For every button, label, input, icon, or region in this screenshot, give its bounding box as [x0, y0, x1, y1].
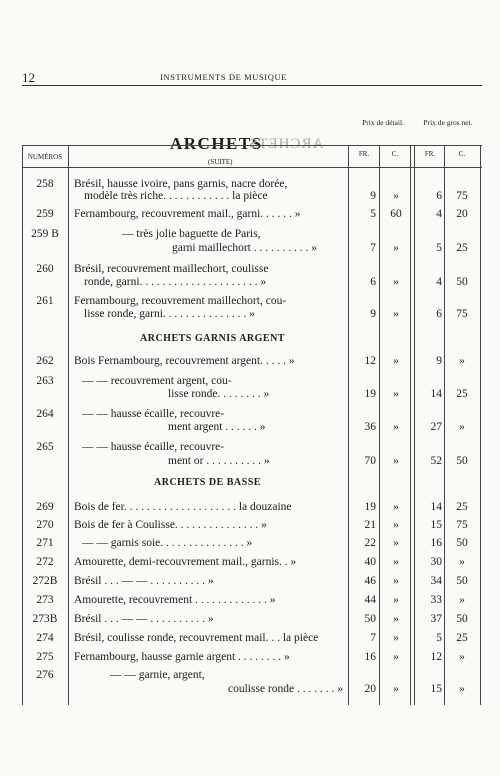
- row-description: Fernambourg, recouvrement maillechort, cou-: [74, 295, 287, 307]
- price-table: [22, 145, 482, 705]
- gros-fr: 5: [436, 632, 442, 644]
- price-c: »: [393, 242, 399, 254]
- gros-c: »: [459, 556, 465, 568]
- price-c: »: [393, 276, 399, 288]
- table-top-rule: [22, 145, 482, 146]
- gros-c: 25: [456, 242, 468, 254]
- row-description: Brésil, recouvrement maillechort, coulisse: [74, 263, 269, 275]
- row-description: Brésil, coulisse ronde, recouvrement mail. . . la pièce: [74, 632, 319, 644]
- gros-fr: 15: [430, 683, 442, 695]
- row-description: Brésil . . . — — . . . . . . . . . . »: [74, 613, 214, 625]
- col-divider: [68, 145, 69, 705]
- gros-c: 75: [456, 308, 468, 320]
- price-fr: 46: [364, 575, 376, 587]
- price-fr: 5: [370, 208, 376, 220]
- row-description-cont: ment or . . . . . . . . . . »: [168, 455, 270, 467]
- numeros-header: NUMÉROS: [27, 153, 63, 161]
- row-description-cont: ronde, garni. . . . . . . . . . . . . . . . . . . . . »: [84, 276, 267, 288]
- row-number: 264: [36, 408, 54, 420]
- price-c: »: [393, 501, 399, 513]
- row-number: 260: [36, 263, 54, 275]
- row-number: 261: [36, 295, 54, 307]
- price-fr: 44: [364, 594, 376, 606]
- gros-c-header: C.: [458, 150, 466, 158]
- row-number: 273: [36, 594, 54, 606]
- page-title: ARCHETS: [170, 134, 263, 153]
- gros-c: »: [459, 355, 465, 367]
- price-fr: 16: [364, 651, 376, 663]
- gros-fr: 30: [430, 556, 442, 568]
- row-number: 272: [36, 556, 54, 568]
- bleed-through-title: ARCHETS: [248, 136, 324, 152]
- price-c: »: [393, 519, 399, 531]
- price-fr: 50: [364, 613, 376, 625]
- gros-fr: 9: [436, 355, 442, 367]
- row-number: 259 B: [31, 228, 59, 240]
- price-fr: 36: [364, 421, 376, 433]
- gros-fr: 4: [436, 208, 442, 220]
- price-fr: 9: [370, 308, 376, 320]
- price-c: »: [393, 613, 399, 625]
- section-heading-argent: ARCHETS GARNIS ARGENT: [140, 333, 285, 344]
- gros-c: 25: [456, 632, 468, 644]
- gros-fr: 5: [436, 242, 442, 254]
- row-description: — très jolie baguette de Paris,: [122, 228, 261, 240]
- row-description: Fernambourg, hausse garnie argent . . . . . . . . »: [74, 651, 290, 663]
- row-number: 263: [36, 375, 54, 387]
- gros-c: 50: [456, 613, 468, 625]
- price-c: »: [393, 683, 399, 695]
- row-number: 258: [36, 178, 54, 190]
- page-number: 12: [22, 70, 35, 85]
- gros-c: »: [459, 683, 465, 695]
- row-description: Bois de fer. . . . . . . . . . . . . . . . . . . . la douzaine: [74, 501, 292, 513]
- section-heading-basse: ARCHETS DE BASSE: [154, 477, 261, 488]
- gros-fr: 14: [430, 388, 442, 400]
- price-fr: 7: [370, 632, 376, 644]
- price-c: »: [393, 355, 399, 367]
- gros-c: 25: [456, 501, 468, 513]
- row-description: — — recouvrement argent, cou-: [82, 375, 232, 387]
- col-header-gros: Prix de gros net.: [423, 118, 473, 127]
- row-description-cont: garni maillechort . . . . . . . . . . »: [172, 242, 317, 254]
- gros-fr: 27: [430, 421, 442, 433]
- gros-c: 50: [456, 537, 468, 549]
- row-description: Fernambourg, recouvrement mail., garni. . . . . . »: [74, 208, 301, 220]
- row-number: 259: [36, 208, 54, 220]
- row-description-cont: lisse ronde. . . . . . . . »: [168, 388, 270, 400]
- row-number: 276: [36, 669, 54, 681]
- row-number: 272B: [32, 575, 58, 587]
- price-fr: 20: [364, 683, 376, 695]
- row-description: — — hausse écaille, recouvre-: [82, 441, 225, 453]
- col-divider: [480, 145, 481, 705]
- gros-fr: 52: [430, 455, 442, 467]
- row-description: Bois Fernambourg, recouvrement argent. . . . . »: [74, 355, 295, 367]
- gros-fr: 33: [430, 594, 442, 606]
- col-header-detail: Prix de détail.: [362, 118, 404, 127]
- row-description: Amourette, demi-recouvrement mail., garnis. . »: [74, 556, 297, 568]
- gros-c: 75: [456, 519, 468, 531]
- fr-header: FR.: [358, 150, 370, 158]
- price-fr: 19: [364, 388, 376, 400]
- price-c: »: [393, 632, 399, 644]
- row-number: 275: [36, 651, 54, 663]
- gros-fr-header: FR.: [424, 150, 436, 158]
- gros-fr: 16: [430, 537, 442, 549]
- row-description: Amourette, recouvrement . . . . . . . . . . . . . »: [74, 594, 276, 606]
- price-c: »: [393, 455, 399, 467]
- gros-fr: 37: [430, 613, 442, 625]
- row-description: Brésil, hausse ivoire, pans garnis, nacre dorée,: [74, 178, 288, 190]
- c-header: C.: [391, 150, 399, 158]
- row-description-cont: lisse ronde, garni. . . . . . . . . . . . . . . »: [84, 308, 255, 320]
- gros-fr: 6: [436, 190, 442, 202]
- row-description: — — garnie, argent,: [110, 669, 205, 681]
- running-head: INSTRUMENTS DE MUSIQUE: [160, 72, 288, 82]
- row-number: 274: [36, 632, 54, 644]
- price-fr: 9: [370, 190, 376, 202]
- price-c: »: [393, 575, 399, 587]
- row-description-cont: modèle très riche. . . . . . . . . . . . la pièce: [84, 190, 268, 202]
- price-c: »: [393, 421, 399, 433]
- row-description-cont: coulisse ronde . . . . . . . »: [228, 683, 343, 695]
- gros-fr: 34: [430, 575, 442, 587]
- price-c: »: [393, 308, 399, 320]
- row-number: 271: [36, 537, 54, 549]
- gros-fr: 15: [430, 519, 442, 531]
- row-number: 262: [36, 355, 54, 367]
- row-description: Brésil . . . — — . . . . . . . . . . »: [74, 575, 214, 587]
- price-fr: 70: [364, 455, 376, 467]
- gros-c: »: [459, 421, 465, 433]
- gros-fr: 12: [430, 651, 442, 663]
- row-description: Bois de fer à Coulisse. . . . . . . . . . . . . . . »: [74, 519, 267, 531]
- row-number: 265: [36, 441, 54, 453]
- price-c: »: [393, 190, 399, 202]
- row-number: 269: [36, 501, 54, 513]
- row-description: — — hausse écaille, recouvre-: [82, 408, 225, 420]
- price-c: »: [393, 388, 399, 400]
- header-rule: [22, 85, 482, 86]
- price-fr: 7: [370, 242, 376, 254]
- subtitle-suite: (SUITE): [208, 158, 233, 166]
- gros-c: 50: [456, 575, 468, 587]
- gros-fr: 6: [436, 308, 442, 320]
- gros-fr: 14: [430, 501, 442, 513]
- gros-c: 75: [456, 190, 468, 202]
- price-fr: 6: [370, 276, 376, 288]
- price-c: »: [393, 537, 399, 549]
- row-number: 273B: [32, 613, 58, 625]
- row-description-cont: ment argent . . . . . . »: [168, 421, 266, 433]
- row-number: 270: [36, 519, 54, 531]
- gros-c: 50: [456, 276, 468, 288]
- price-fr: 19: [364, 501, 376, 513]
- gros-c: 25: [456, 388, 468, 400]
- price-fr: 40: [364, 556, 376, 568]
- table-head-rule: [22, 167, 482, 168]
- price-fr: 21: [364, 519, 376, 531]
- gros-c: »: [459, 594, 465, 606]
- price-c: »: [393, 594, 399, 606]
- gros-c: 20: [456, 208, 468, 220]
- gros-c: »: [459, 651, 465, 663]
- price-c: »: [393, 651, 399, 663]
- price-fr: 12: [364, 355, 376, 367]
- price-fr: 22: [364, 537, 376, 549]
- gros-c: 50: [456, 455, 468, 467]
- gros-fr: 4: [436, 276, 442, 288]
- price-c: 60: [390, 208, 402, 220]
- row-description: — — garnis soie. . . . . . . . . . . . . . . »: [82, 537, 253, 549]
- price-c: »: [393, 556, 399, 568]
